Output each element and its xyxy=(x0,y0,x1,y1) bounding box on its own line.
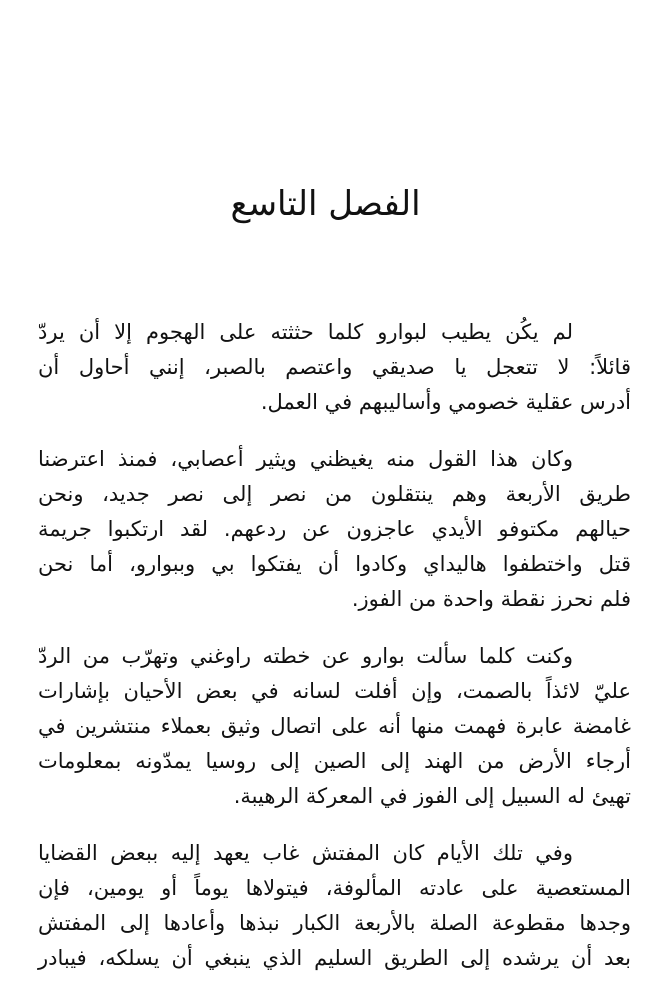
text-line: حيالهم مكتوفو الأيدي عاجزون عن ردعهم. لقد ارتكبوا جريمة xyxy=(38,517,631,541)
text-line: وفي تلك الأيام كان المفتش غاب يعهد إليه ببعض القضايا xyxy=(38,841,573,865)
paragraph xyxy=(38,639,631,814)
text-line: عليّ لائذاً بالصمت، وإن أفلت لسانه في بعض الأحيان بإشارات xyxy=(38,679,631,703)
text-line: وكان هذا القول منه يغيظني ويثير أعصابي، فمنذ اعترضنا xyxy=(38,447,573,471)
text-line: فلم نحرز نقطة واحدة من الفوز. xyxy=(351,587,631,611)
paragraph xyxy=(38,442,631,617)
text-line: أرجاء الأرض من الهند إلى الصين إلى روسيا يمدّونه بمعلومات xyxy=(38,749,631,773)
text-line: بعد أن يرشده إلى الطريق السليم الذي ينبغي أن يسلكه، فيبادر xyxy=(38,946,631,970)
text-line: قتل واختطفوا هاليداي وكادوا أن يفتكوا بي وببوارو، أما نحن xyxy=(38,552,631,576)
text-line: وكنت كلما سألت بوارو عن خطته راوغني وتهرّب من الردّ xyxy=(38,644,573,668)
paragraph xyxy=(38,315,631,420)
text-line: طريق الأربعة وهم ينتقلون من نصر إلى نصر جديد، ونحن xyxy=(38,482,631,506)
text-block xyxy=(38,315,631,998)
text-line: غامضة عابرة فهمت منها أنه على اتصال وثيق بعملاء منتشرين في xyxy=(38,714,631,738)
chapter-title: الفصل التاسع xyxy=(230,184,421,224)
text-line: أدرس عقلية خصومي وأساليبهم في العمل. xyxy=(260,390,631,414)
text-line: تهيئ له السبيل إلى الفوز في المعركة الرهيبة. xyxy=(233,784,631,808)
text-line: قائلاً: لا تتعجل يا صديقي واعتصم بالصبر، إنني أحاول أن xyxy=(38,355,631,379)
text-line: المستعصية على عادته المألوفة، فيتولاها يوماً أو يومين، فإن xyxy=(38,876,631,900)
text-line: لم يكُن يطيب لبوارو كلما حثثته على الهجوم إلا أن يردّ xyxy=(38,320,573,344)
text-line: وجدها مقطوعة الصلة بالأربعة الكبار نبذها وأعادها إلى المفتش xyxy=(38,911,631,935)
paragraph xyxy=(38,836,631,976)
